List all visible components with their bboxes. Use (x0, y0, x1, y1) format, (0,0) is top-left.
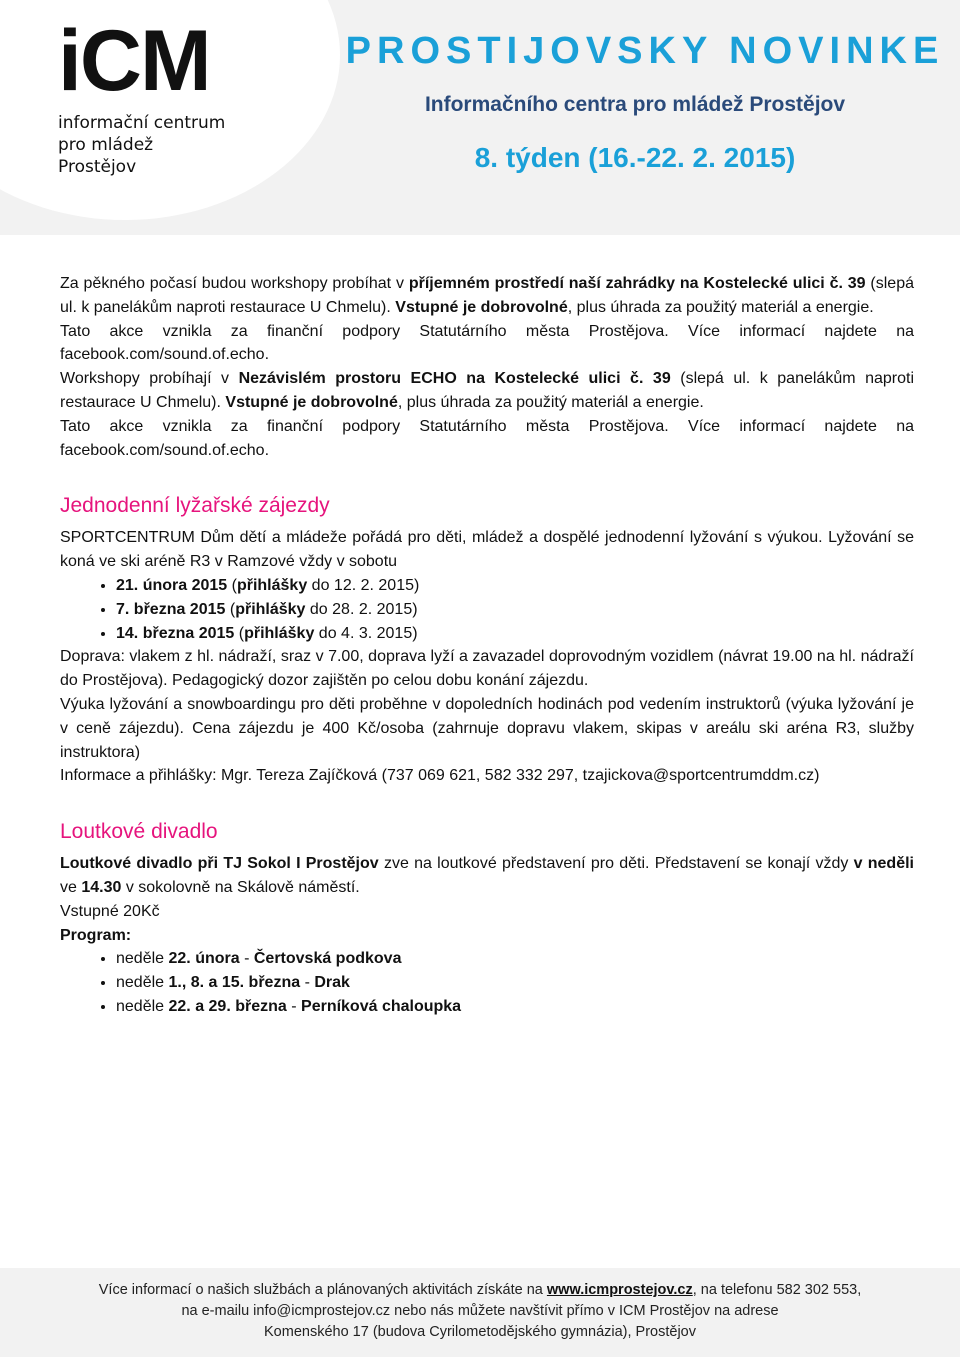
ski-dates-list (60, 574, 914, 645)
logo-line: informační centrum (58, 113, 226, 133)
list-item: • neděle 22. a 29. března - Perníková chaloupka (116, 995, 914, 1019)
icm-logo (58, 13, 226, 178)
workshop-paragraph-1: Za pěkného počasí budou workshopy probíhat v příjemném prostředí naší zahrádky na Kostelecké ulici č. 39 (slepá ul. k panelákům naproti restaurace U Chmelu). Vstupné je dobrovolné, plus úhrada za použitý materiál a energie. (60, 275, 915, 316)
footer (0, 1268, 960, 1357)
workshop-paragraph-2: Tato akce vznikla za finanční podpory Statutárního města Prostějova. Více informací najdete na facebook.com/sound.of.echo. (60, 322, 914, 364)
list-item: • 7. března 2015 (přihlášky do 28. 2. 2015) (116, 598, 914, 622)
logo-line: pro mládež (58, 135, 154, 155)
workshop-paragraph-4: Tato akce vznikla za finanční podpory Statutárního města Prostějova. Více informací najdete na facebook.com/sound.of.echo. (60, 417, 914, 459)
logo-mark: iCM (58, 13, 210, 109)
ski-heading: Jednodenní lyžařské zájezdy (60, 494, 330, 518)
week-label: 8. týden (16.-22. 2. 2015) (474, 142, 796, 173)
header-banner (0, 0, 960, 235)
workshop-paragraph-3: Workshopy probíhají v Nezávislém prostoru ECHO na Kostelecké ulici č. 39 (slepá ul. k panelákům naproti restaurace U Chmelu). Vstupné je dobrovolné, plus úhrada za použitý materiál a energie. (60, 370, 915, 411)
ski-transport: Doprava: vlakem z hl. nádraží, sraz v 7.00, doprava lyží a zavazadel doprovodným vozidlem (návrat 19.00 na hl. nádraží do Prostějova). Pedagogický dozor zajištěn po celou dobu konání zájezdu. (60, 648, 914, 690)
newsletter-subtitle: Informačního centra pro mládež Prostějov (424, 93, 846, 116)
puppet-intro: Loutkové divadlo při TJ Sokol I Prostějov zve na loutkové představení pro děti. Představení se konají vždy v neděli ve 14.30 v sokolovně na Skálově náměstí. (60, 855, 914, 896)
program-label: Program: (60, 926, 132, 944)
puppet-heading: Loutkové divadlo (60, 820, 218, 844)
list-item: • neděle 22. února - Čertovská podkova (116, 947, 914, 971)
footer-line-2: na e-mailu info@icmprostejov.cz nebo nás můžete navštívit přímo v ICM Prostějov na adrese (181, 1303, 779, 1319)
puppet-admission: Vstupné 20Kč (60, 902, 160, 920)
logo-line: Prostějov (58, 157, 137, 177)
website-link[interactable]: www.icmprostejov.cz (546, 1282, 693, 1298)
main-content (60, 272, 914, 1019)
list-item: • neděle 1., 8. a 15. března - Drak (116, 971, 914, 995)
footer-line-3: Komenského 17 (budova Cyrilometodějského gymnázia), Prostějov (264, 1324, 696, 1340)
list-item: • 14. března 2015 (přihlášky do 4. 3. 2015) (116, 622, 914, 646)
list-item: • 21. února 2015 (přihlášky do 12. 2. 2015) (116, 574, 914, 598)
ski-intro: SPORTCENTRUM Dům dětí a mládeže pořádá pro děti, mládež a dospělé jednodenní lyžování s výukou. Lyžování se koná ve ski aréně R3 v Ramzové vždy v sobotu (60, 529, 914, 571)
footer-text (40, 1280, 920, 1343)
logo-caption (58, 112, 225, 178)
ski-contact: Informace a přihlášky: Mgr. Tereza Zajíčková (737 069 621, 582 332 297, tzajickova@sportcentrumddm.cz) (60, 767, 820, 785)
program-list (60, 947, 914, 1018)
footer-line-1: Více informací o našich službách a plánovaných aktivitách získáte na www.icmprostejov.cz, na telefonu 582 302 553, (98, 1282, 862, 1298)
newsletter-title: PROSTIJOVSKY NOVINKE (345, 30, 945, 72)
ski-lessons: Výuka lyžování a snowboardingu pro děti proběhne v dopoledních hodinách pod vedením instruktorů (výuka lyžování je v ceně zájezdu). Cena zájezdu je 400 Kč/osoba (zahrnuje dopravu vlakem, skipas v areálu ski aréna R3, služby instruktora) (60, 695, 914, 761)
